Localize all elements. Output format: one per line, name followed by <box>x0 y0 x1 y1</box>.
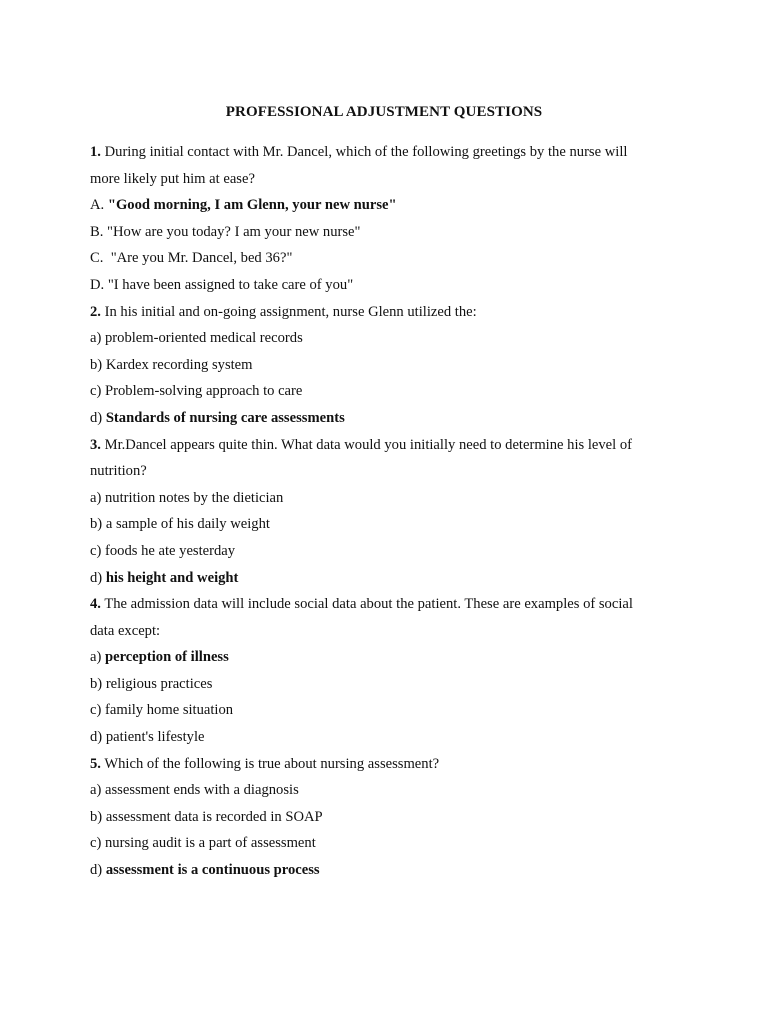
option-3c-prefix: c) <box>90 542 105 559</box>
option-3b-text: a sample of his daily weight <box>105 516 270 533</box>
option-4d-prefix: d) <box>90 729 106 746</box>
question-1-line-1 <box>90 139 680 166</box>
question-4-text-1: The admission data will include social data about the patient. These are examples of social <box>100 596 633 613</box>
option-5c-text: nursing audit is a part of assessment <box>105 835 316 852</box>
question-1-text-2: more likely put him at ease? <box>90 170 255 187</box>
question-4 <box>90 591 680 751</box>
option-3d-prefix: d) <box>90 569 106 586</box>
option-1b-text: "How are you today? I am your new nurse" <box>107 223 361 240</box>
question-list <box>90 139 680 884</box>
question-1 <box>90 139 680 299</box>
option-4b-prefix: b) <box>90 675 106 692</box>
question-2 <box>90 299 680 432</box>
question-5-number: 5. <box>90 755 101 772</box>
option-3c <box>90 538 680 565</box>
option-4a <box>90 644 680 671</box>
option-2a <box>90 325 680 352</box>
option-5c-prefix: c) <box>90 835 105 852</box>
option-3d-text: his height and weight <box>105 569 239 586</box>
option-4a-prefix: a) <box>90 649 105 666</box>
option-5b <box>90 804 680 831</box>
question-1-text-1: During initial contact with Mr. Dancel, which of the following greetings by the nurse will <box>100 144 628 160</box>
question-4-number: 4. <box>90 596 101 613</box>
option-3a-text: nutrition notes by the dietician <box>105 489 284 506</box>
question-3-line-1 <box>90 432 680 459</box>
question-3-number: 3. <box>90 436 101 453</box>
option-1a-prefix: A. <box>90 197 108 214</box>
question-3 <box>90 432 680 592</box>
option-4c <box>90 697 680 724</box>
question-2-text-1: In his initial and on-going assignment, nurse Glenn utilized the: <box>100 303 477 320</box>
question-2-line-1 <box>90 299 680 326</box>
option-3d <box>90 565 680 592</box>
option-4b-text: religious practices <box>105 675 213 692</box>
option-2a-prefix: a) <box>90 330 105 347</box>
option-1c <box>90 245 680 272</box>
question-5 <box>90 751 680 884</box>
option-3a-prefix: a) <box>90 489 105 506</box>
option-2b-text: Kardex recording system <box>105 356 253 373</box>
option-5d-text: assessment is a continuous process <box>105 862 320 879</box>
option-2a-text: problem-oriented medical records <box>105 330 303 347</box>
option-1b <box>90 219 680 246</box>
option-1d-prefix: D. <box>90 276 108 293</box>
option-5c <box>90 830 680 857</box>
option-5d <box>90 857 680 884</box>
option-2c-text: Problem-solving approach to care <box>105 383 303 400</box>
option-5a <box>90 777 680 804</box>
option-5d-prefix: d) <box>90 862 106 879</box>
option-4d <box>90 724 680 751</box>
option-2c <box>90 378 680 405</box>
option-2d-prefix: d) <box>90 409 106 426</box>
option-3c-text: foods he ate yesterday <box>105 542 236 559</box>
option-2b-prefix: b) <box>90 356 106 373</box>
option-3b-prefix: b) <box>90 516 106 533</box>
question-1-number: 1. <box>90 144 101 160</box>
option-1d <box>90 272 680 299</box>
option-4c-text: family home situation <box>105 702 234 719</box>
option-1b-prefix: B. <box>90 223 108 240</box>
option-5a-prefix: a) <box>90 782 105 799</box>
option-2c-prefix: c) <box>90 383 105 400</box>
option-1c-prefix: C. <box>90 250 111 267</box>
question-3-text-2: nutrition? <box>90 463 147 480</box>
option-1c-text: "Are you Mr. Dancel, bed 36?" <box>110 250 293 267</box>
question-4-text-2: data except: <box>90 622 161 639</box>
option-5a-text: assessment ends with a diagnosis <box>105 782 299 799</box>
option-4d-text: patient's lifestyle <box>105 729 205 746</box>
option-2d <box>90 405 680 432</box>
option-1a-text: "Good morning, I am Glenn, your new nurse" <box>107 197 397 214</box>
option-5b-text: assessment data is recorded in SOAP <box>105 808 323 825</box>
page-title: PROFESSIONAL ADJUSTMENT QUESTIONS <box>225 104 543 120</box>
question-4-line-1 <box>90 591 680 618</box>
option-5b-prefix: b) <box>90 808 106 825</box>
option-1a <box>90 192 680 219</box>
question-3-text-1: Mr.Dancel appears quite thin. What data would you initially need to determine his level of <box>100 436 632 453</box>
question-5-line-1 <box>90 751 680 778</box>
question-2-number: 2. <box>90 303 101 320</box>
option-3b <box>90 511 680 538</box>
option-4b <box>90 671 680 698</box>
option-4c-prefix: c) <box>90 702 105 719</box>
option-1d-text: "I have been assigned to take care of you" <box>107 276 354 293</box>
option-2b <box>90 352 680 379</box>
option-4a-text: perception of illness <box>105 649 229 666</box>
option-2d-text: Standards of nursing care assessments <box>105 409 345 426</box>
question-5-text-1: Which of the following is true about nursing assessment? <box>100 755 440 772</box>
option-3a <box>90 485 680 512</box>
